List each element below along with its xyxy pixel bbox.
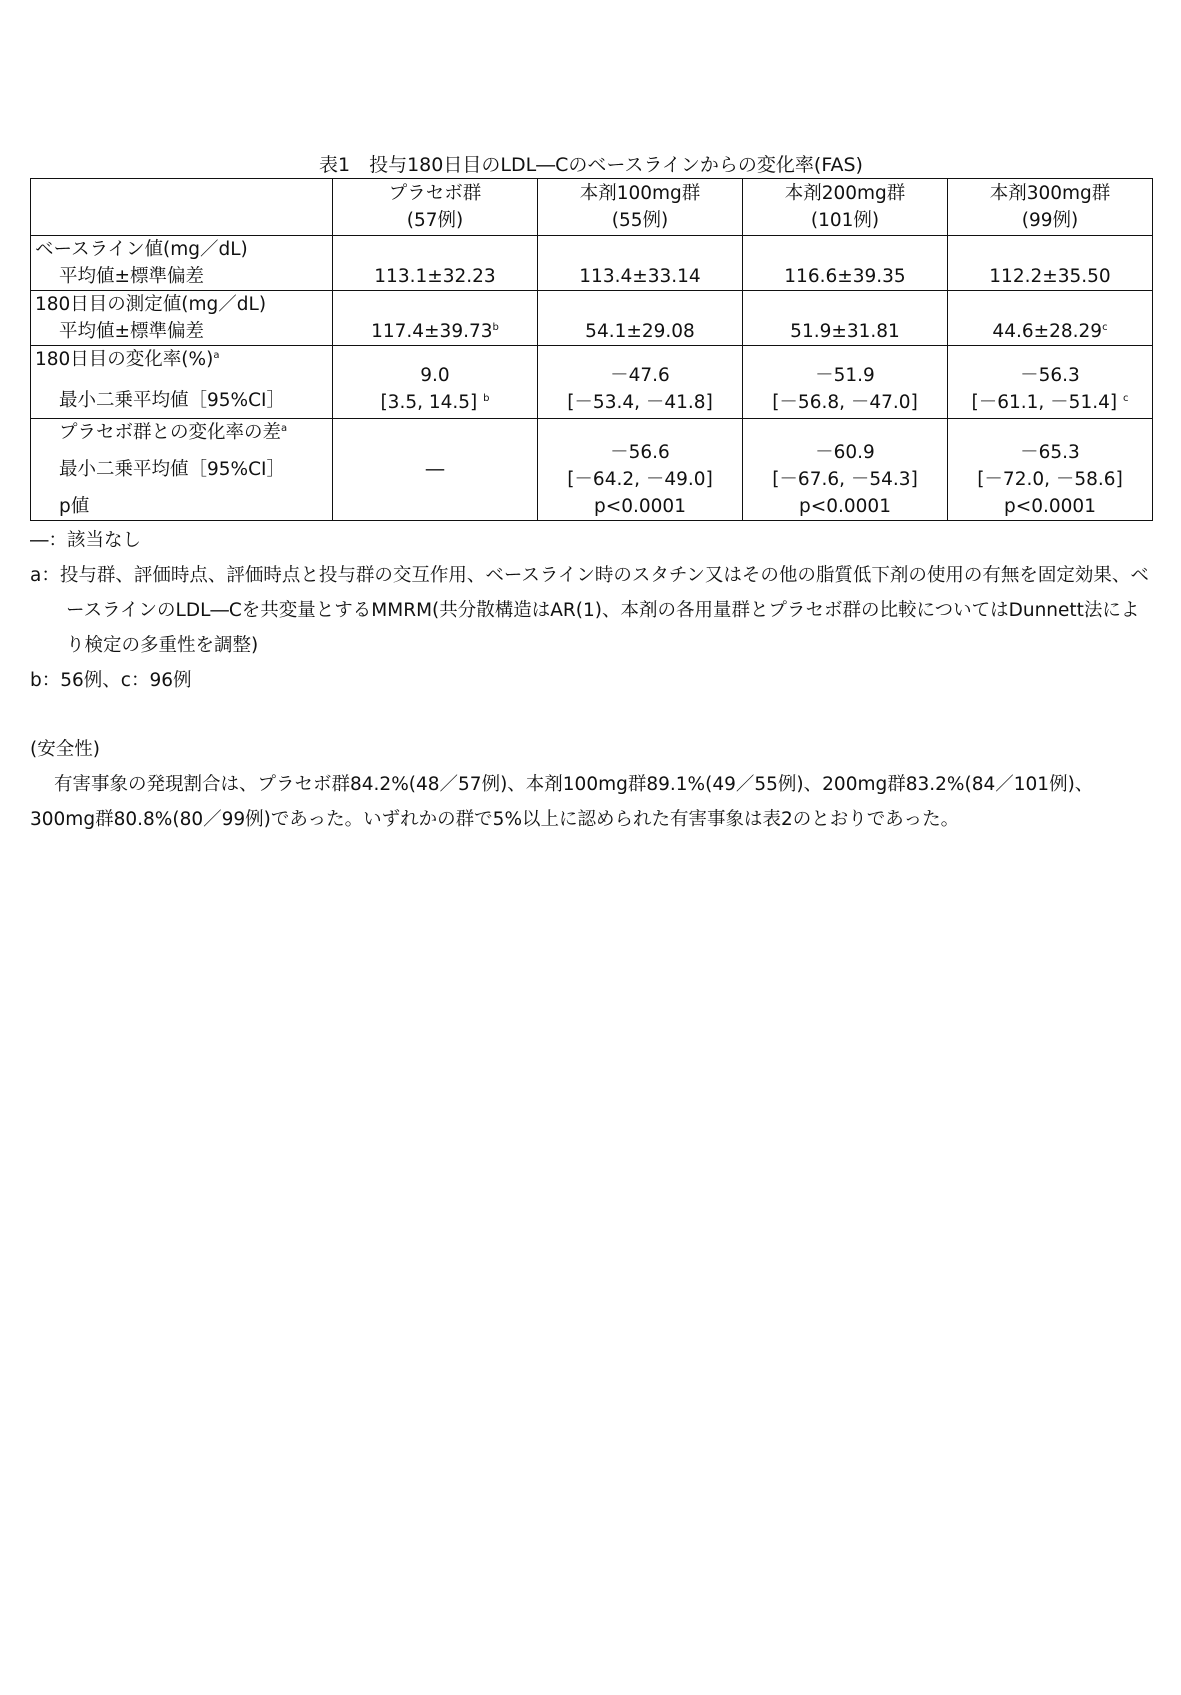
footnote-marker: b	[492, 321, 499, 333]
cell-difference-placebo: ―	[333, 419, 538, 521]
cell-difference-100mg: －56.6 [－64.2, －49.0] p<0.0001	[538, 419, 743, 521]
footnote-marker: c	[1122, 392, 1129, 404]
safety-paragraph: 有害事象の発現割合は、プラセボ群84.2%(48／57例)、本剤100mg群89.1%(49／55例)、200mg群83.2%(84／101例)、300mg群80.8%(80／99例)であった。いずれかの群で5%以上に認められた有害事象は表2のとおりであった。	[30, 774, 1094, 830]
cell-day180-100mg: 54.1±29.08	[538, 291, 743, 346]
table-row-difference	[31, 419, 1153, 521]
header-100mg: 本剤100mg群 (55例)	[538, 179, 743, 236]
header-300mg: 本剤300mg群 (99例)	[948, 179, 1153, 236]
cell-change-200mg: －51.9 [－56.8, －47.0]	[743, 346, 948, 419]
footnote-a: a：投与群、評価時点、評価時点と投与群の交互作用、ベースライン時のスタチン又はその他の脂質低下剤の使用の有無を固定効果、ベースラインのLDL―Cを共変量とするMMRM(共分散構造はAR(1)、本剤の各用量群とプラセボ群の比較についてはDunnett法により検定の多重性を調整)	[30, 565, 1149, 656]
header-200mg: 本剤200mg群 (101例)	[743, 179, 948, 236]
table-header-row	[31, 179, 1153, 236]
table-row-baseline	[31, 236, 1153, 291]
cell-baseline-placebo: 113.1±32.23	[333, 236, 538, 291]
footnote-bc: b：56例、c：96例	[30, 670, 192, 691]
footnote-marker: a	[281, 422, 288, 434]
table-caption: 表1 投与180日目のLDL―Cのベースラインからの変化率(FAS)	[319, 154, 863, 176]
cell-baseline-200mg: 116.6±39.35	[743, 236, 948, 291]
footnote-marker: a	[213, 349, 220, 361]
row-label-difference: プラセボ群との変化率の差$^a$ 最小二乗平均値［95%CI］ p値	[31, 419, 333, 521]
safety-heading: (安全性)	[30, 739, 100, 760]
table-row-day180	[31, 291, 1153, 346]
cell-difference-200mg: －60.9 [－67.6, －54.3] p<0.0001	[743, 419, 948, 521]
footnote-marker: c	[1102, 321, 1108, 333]
document-page	[30, 152, 1152, 837]
results-table	[30, 178, 1153, 521]
cell-difference-300mg: －65.3 [－72.0, －58.6] p<0.0001	[948, 419, 1153, 521]
cell-day180-placebo: 117.4±39.73$^b$	[333, 291, 538, 346]
table-row-change	[31, 346, 1153, 419]
row-label-baseline: ベースライン値(mg／dL) 平均値±標準偏差	[31, 236, 333, 291]
row-label-day180: 180日目の測定値(mg／dL) 平均値±標準偏差	[31, 291, 333, 346]
cell-change-300mg: －56.3 [－61.1, －51.4] $^c$	[948, 346, 1153, 419]
cell-day180-300mg: 44.6±28.29$^c$	[948, 291, 1153, 346]
footnote-marker: b	[483, 392, 490, 404]
header-empty-cell	[31, 179, 333, 236]
row-label-change: 180日目の変化率(%)$^a$ 最小二乗平均値［95%CI］	[31, 346, 333, 419]
header-placebo: プラセボ群 (57例)	[333, 179, 538, 236]
cell-day180-200mg: 51.9±31.81	[743, 291, 948, 346]
table-footnotes	[30, 523, 1152, 698]
cell-change-100mg: －47.6 [－53.4, －41.8]	[538, 346, 743, 419]
cell-baseline-300mg: 112.2±35.50	[948, 236, 1153, 291]
footnote-dash: ―：該当なし	[30, 530, 142, 551]
cell-baseline-100mg: 113.4±33.14	[538, 236, 743, 291]
cell-change-placebo: 9.0 [3.5, 14.5] $^b$	[333, 346, 538, 419]
